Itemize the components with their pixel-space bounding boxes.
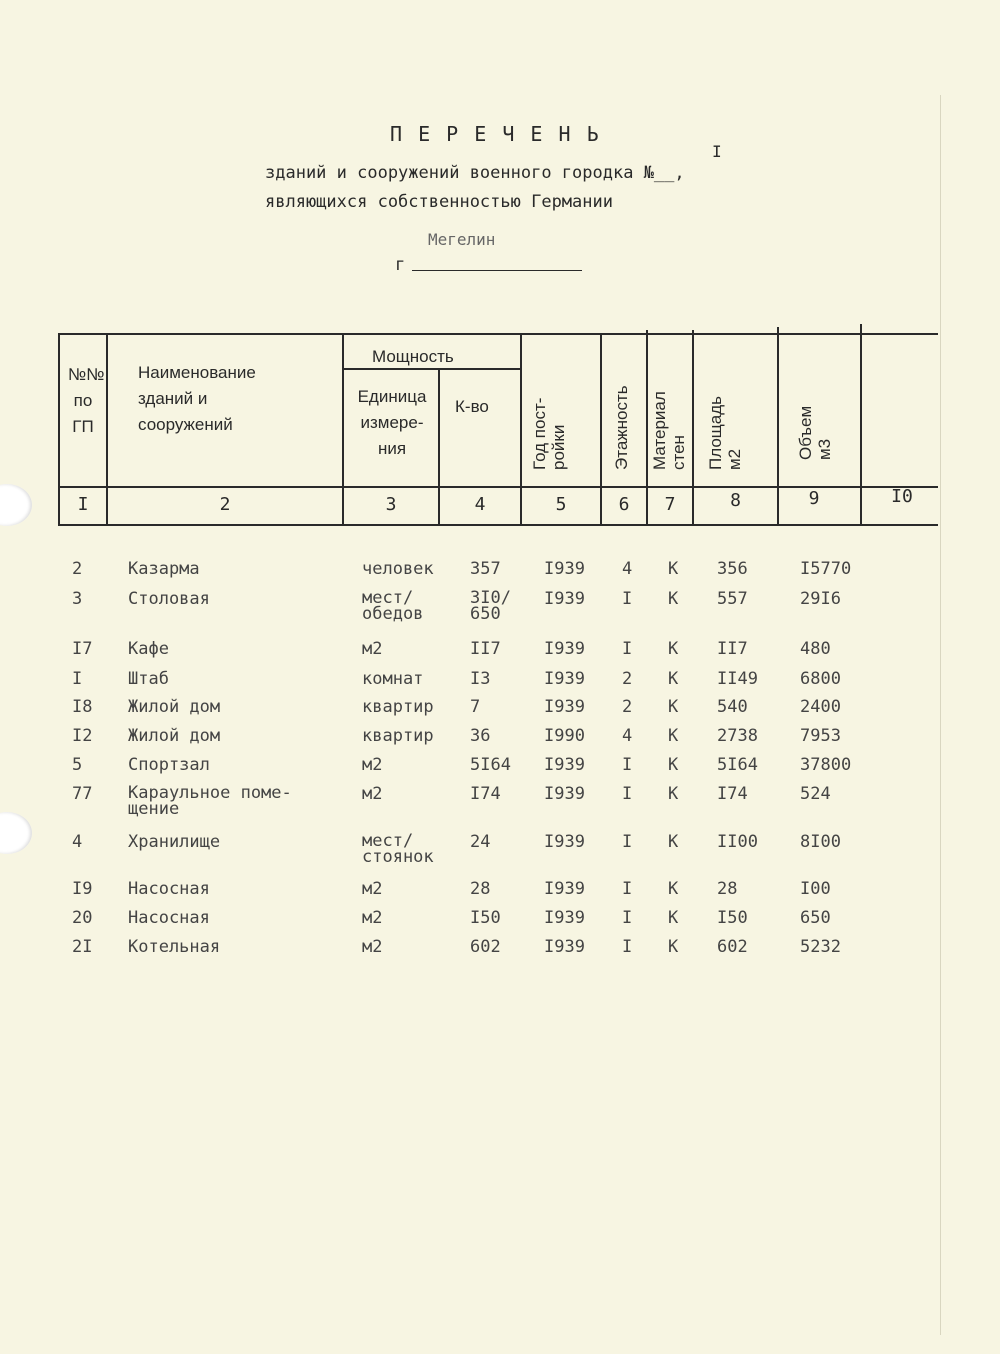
cell-area: 2738 [717,726,758,746]
cell-area: II49 [717,669,758,689]
cell-volume: 29I6 [800,589,841,609]
cell-volume: 7953 [800,726,841,746]
cell-floors: I [622,639,633,659]
cell-unit: м2 [362,908,383,928]
cell-qty: 3I0/ 650 [470,588,511,624]
cell-year: I939 [544,937,585,957]
cell-volume: 8I00 [800,832,841,852]
header-name-line: зданий и [138,389,208,408]
cell-name: Насосная [128,908,210,928]
header-area-line: м2 [725,448,744,470]
cell-material: К [668,879,679,899]
cell-name: Котельная [128,937,221,957]
cell-name: Спортзал [128,755,210,775]
cell-material: К [668,784,679,804]
cell-qty: II7 [470,639,501,659]
cell-unit: комнат [362,669,424,689]
header-gp [68,362,105,440]
cell-year: I939 [544,669,585,689]
cell-year: I939 [544,559,585,579]
cell-area: I74 [717,784,748,804]
cell-unit: м2 [362,784,383,804]
column-number: 9 [808,488,820,509]
cell-qty: I50 [470,908,501,928]
header-unit-line: Единица [357,387,427,406]
cell-unit: квартир [362,726,434,746]
cell-unit: мест/ обедов [362,588,424,624]
cell-gp: 2I [72,937,93,957]
cell-unit: м2 [362,937,383,957]
column-number: 6 [618,494,630,515]
city-underline [412,270,582,271]
header-year-line: ройки [549,424,568,470]
cell-material: К [668,832,679,852]
cell-area: 28 [717,879,738,899]
header-volume [796,406,834,460]
cell-qty: I74 [470,784,501,804]
page-edge [940,95,941,1335]
cell-name: Караульное поме- щение [128,783,292,819]
colnum-bottom-line [58,524,938,526]
cell-unit: человек [362,559,434,579]
cell-material: К [668,589,679,609]
column-number: 5 [555,494,567,515]
cell-gp: 4 [72,832,83,852]
cell-year: I939 [544,639,585,659]
town-number: I [712,142,722,161]
subtitle-line-1: зданий и сооружений военного городка №__, [265,163,685,183]
cell-volume: 480 [800,639,831,659]
header-gp-line: по [73,391,93,410]
cell-floors: I [622,589,633,609]
cell-material: К [668,937,679,957]
cell-material: К [668,726,679,746]
cell-area: 356 [717,559,748,579]
header-volume-line: м3 [815,438,834,460]
column-number: I [77,494,89,515]
cell-qty: 28 [470,879,491,899]
column-number: 4 [474,494,486,515]
cell-material: К [668,559,679,579]
header-name-line: Наименование [138,363,256,382]
cell-name: Жилой дом [128,726,221,746]
header-name [138,360,256,438]
cell-material: К [668,639,679,659]
column-number: I0 [891,486,913,507]
header-material-line: стен [669,435,688,470]
cell-floors: I [622,755,633,775]
cell-unit: м2 [362,755,383,775]
cell-year: I939 [544,784,585,804]
cell-gp: 77 [72,784,93,804]
cell-year: I939 [544,832,585,852]
cell-volume: 5232 [800,937,841,957]
cell-floors: 2 [622,669,633,689]
cell-qty: 7 [470,697,481,717]
cell-unit: м2 [362,879,383,899]
cell-volume: 524 [800,784,831,804]
header-unit-line: ния [377,439,407,458]
cell-area: 557 [717,589,748,609]
cell-qty: 357 [470,559,501,579]
header-gp-line: ГП [72,417,94,436]
cell-qty: I3 [470,669,491,689]
cell-area: 540 [717,697,748,717]
cell-year: I939 [544,589,585,609]
cell-name: Кафе [128,639,169,659]
cell-name: Жилой дом [128,697,221,717]
cell-year: I939 [544,879,585,899]
table-top-line [58,333,938,335]
cell-material: К [668,908,679,928]
cell-gp: 20 [72,908,93,928]
cell-gp: I [72,669,83,689]
header-material-line: Материал [650,391,669,470]
cell-year: I939 [544,697,585,717]
column-number: 8 [730,490,741,511]
cell-gp: 3 [72,589,83,609]
punch-hole [0,484,32,526]
cell-year: I990 [544,726,585,746]
header-qty: К-во [455,397,489,416]
cell-volume: 6800 [800,669,841,689]
subtitle-line-2: являющихся собственностью Германии [265,192,613,212]
cell-name: Штаб [128,669,169,689]
cell-unit: квартир [362,697,434,717]
cell-name: Хранилище [128,832,221,852]
document-title: П Е Р Е Ч Е Н Ь [390,122,601,146]
cell-floors: 2 [622,697,633,717]
cell-gp: I7 [72,639,93,659]
cell-area: 5I64 [717,755,758,775]
cell-gp: I8 [72,697,93,717]
cell-area: II00 [717,832,758,852]
cell-name: Казарма [128,559,200,579]
header-area-line: Площадь [706,395,725,470]
cell-volume: 650 [800,908,831,928]
cell-name: Столовая [128,589,210,609]
cell-volume: I5770 [800,559,852,579]
header-gp-line: №№ [68,365,105,384]
cell-qty: 5I64 [470,755,511,775]
cell-year: I939 [544,908,585,928]
cell-unit: мест/ стоянок [362,831,434,867]
cell-floors: I [622,908,633,928]
cell-area: 602 [717,937,748,957]
city-name: Мегелин [428,230,496,249]
header-unit [348,384,436,462]
cell-material: К [668,669,679,689]
cell-qty: 36 [470,726,491,746]
cell-floors: I [622,879,633,899]
header-unit-line: измере- [360,413,424,432]
cell-year: I939 [544,755,585,775]
cell-floors: I [622,937,633,957]
city-label: г [395,255,406,275]
header-material [650,391,688,470]
header-volume-line: Объем [796,405,815,460]
header-year-line: Год пост- [530,397,549,470]
cell-qty: 24 [470,832,491,852]
cell-volume: 37800 [800,755,852,775]
header-area [706,396,744,470]
cell-floors: I [622,784,633,804]
column-number: 2 [219,494,231,515]
cell-area: I50 [717,908,748,928]
cell-material: К [668,755,679,775]
cell-qty: 602 [470,937,501,957]
cell-volume: 2400 [800,697,841,717]
header-power: Мощность [372,347,454,366]
punch-hole [0,812,32,854]
cell-floors: 4 [622,559,633,579]
cell-area: II7 [717,639,748,659]
header-floors: Этажность [612,385,631,470]
cell-material: К [668,697,679,717]
header-name-line: сооружений [138,415,233,434]
cell-gp: 5 [72,755,83,775]
column-number: 3 [385,494,397,515]
cell-floors: 4 [622,726,633,746]
header-year [530,398,568,470]
cell-name: Насосная [128,879,210,899]
column-number: 7 [664,494,676,515]
cell-gp: I9 [72,879,93,899]
cell-gp: 2 [72,559,83,579]
cell-floors: I [622,832,633,852]
cell-gp: I2 [72,726,93,746]
cell-volume: I00 [800,879,831,899]
cell-unit: м2 [362,639,383,659]
